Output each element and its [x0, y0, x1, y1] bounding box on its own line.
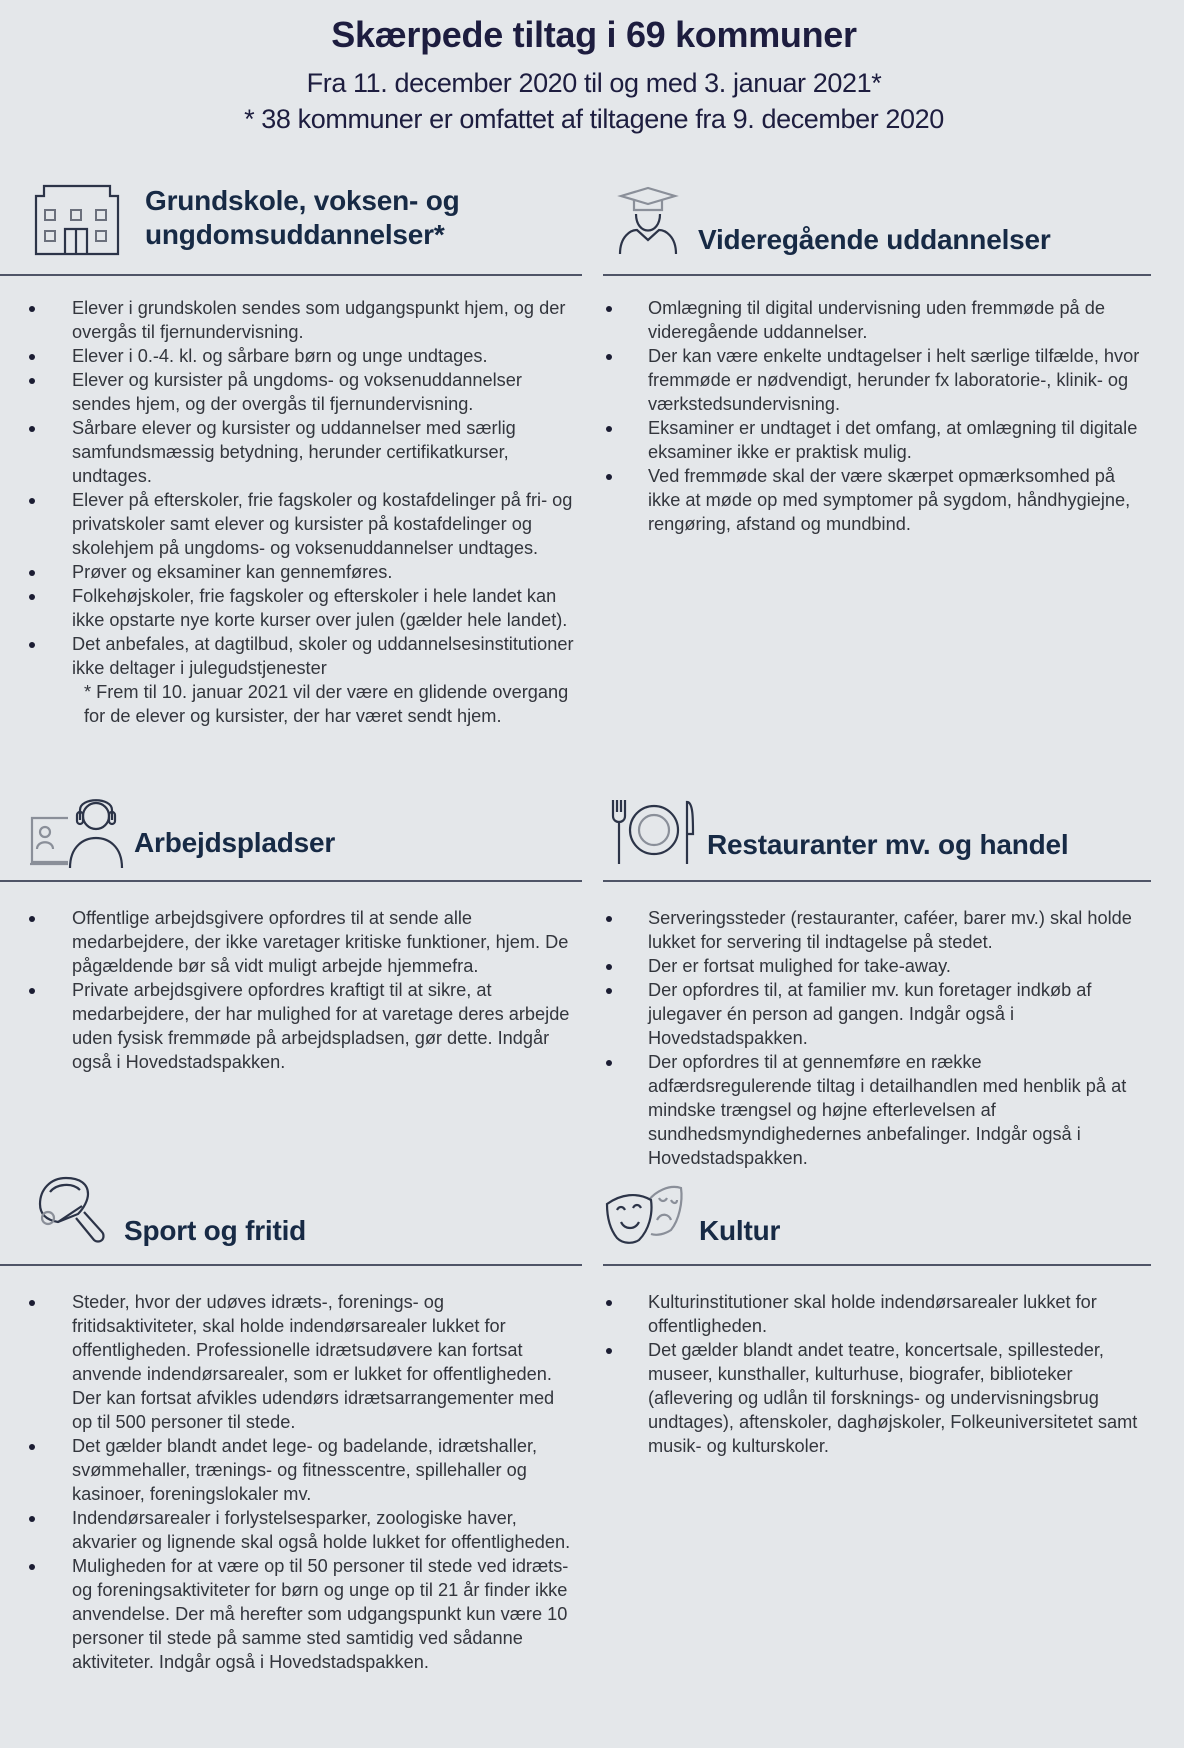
- bullet-icon: [606, 1348, 612, 1354]
- list-item: Det gælder blandt andet teatre, koncertsale, spillesteder, museer, kunsthaller, kulturhuse, biografer, biblioteker (aflevering og udlån til forsknings- og undervisningsbrug undtages), aftenskoler, daghøjskoler, Folkeuniversitetet samt musik- og kulturskoler.: [603, 1338, 1151, 1458]
- section-header: [603, 1168, 1151, 1266]
- bullet-icon: [29, 498, 35, 504]
- bullet-icon: [606, 1060, 612, 1066]
- bullet-icon: [606, 1300, 612, 1306]
- bullet-icon: [29, 1300, 35, 1306]
- list-item: Eksaminer er undtaget i det omfang, at omlægning til digitale eksaminer ikke er praktisk mulig.: [603, 416, 1151, 464]
- section-divider: [603, 274, 1151, 276]
- school-building-icon: [34, 184, 120, 256]
- section-divider: [603, 1264, 1151, 1266]
- list-item: Muligheden for at være op til 50 personer til stede ved idræts- og foreningsaktiviteter for børn og unge op til 21 år finder ikke anvendelse. Der må herefter som udgangspunkt kun være 10 personer til stede på samme sted samtidig ved sådanne aktiviteter. Indgår også i Hovedstadspakken.: [0, 1554, 582, 1674]
- bullet-list: [0, 1290, 582, 1674]
- list-item: Prøver og eksaminer kan gennemføres.: [0, 560, 582, 584]
- section-restauranter: [603, 786, 1151, 1170]
- list-item: Ved fremmøde skal der være skærpet opmærksomhed på ikke at møde op med symptomer på sygdom, håndhygiejne, rengøring, afstand og mundbind.: [603, 464, 1151, 536]
- section-title: Sport og fritid: [124, 1215, 307, 1246]
- bullet-list: [0, 296, 582, 680]
- bullet-icon: [606, 354, 612, 360]
- bullet-icon: [606, 426, 612, 432]
- section-sport: [0, 1168, 582, 1674]
- section-kultur: [603, 1168, 1151, 1458]
- list-item: Der opfordres til, at familier mv. kun foretager indkøb af julegaver én person ad gangen. Indgår også i Hovedstadspakken.: [603, 978, 1151, 1050]
- header-footnote: * 38 kommuner er omfattet af tiltagene fra 9. december 2020: [244, 104, 944, 134]
- bullet-icon: [29, 306, 35, 312]
- page-title: Skærpede tiltag i 69 kommuner: [331, 14, 857, 55]
- section-arbejdspladser: [0, 786, 582, 1074]
- bullet-list: [603, 296, 1151, 536]
- list-item: Det gælder blandt andet lege- og badelande, idrætshaller, svømmehaller, trænings- og fitnesscentre, spillehaller og kasinoer, foreningslokaler mv.: [0, 1434, 582, 1506]
- plate-cutlery-icon: [609, 798, 695, 868]
- list-item: Private arbejdsgivere opfordres kraftigt til at sikre, at medarbejdere, der har mulighed for at varetage deres arbejde uden fysisk fremmøde på arbejdspladsen, gør dette. Indgår også i Hovedstadspakken.: [0, 978, 582, 1074]
- bullet-icon: [29, 570, 35, 576]
- bullet-list: [0, 906, 582, 1074]
- list-item: Steder, hvor der udøves idræts-, forenings- og fritidsaktiviteter, skal holde indendørsarealer lukket for offentligheden. Professionelle idrætsudøvere kan fortsat anvende indendørsarealer, som er lukket for offentligheden. Der kan fortsat afvikles udendørs idrætsarrangementer med op til 500 personer til stede.: [0, 1290, 582, 1434]
- bullet-icon: [29, 1444, 35, 1450]
- list-item: Elever på efterskoler, frie fagskoler og kostafdelinger på fri- og privatskoler samt elever og kursister på kostafdelinger og skolehjem på ungdoms- og voksenuddannelser undtages.: [0, 488, 582, 560]
- list-item: Serveringssteder (restauranter, caféer, barer mv.) skal holde lukket for servering til indtagelse på stedet.: [603, 906, 1151, 954]
- bullet-icon: [29, 594, 35, 600]
- bullet-icon: [29, 642, 35, 648]
- bullet-list: [603, 1290, 1151, 1458]
- section-divider: [0, 274, 582, 276]
- section-title-line: ungdomsuddannelser*: [145, 219, 445, 250]
- list-item: Kulturinstitutioner skal holde indendørsarealer lukket for offentligheden.: [603, 1290, 1151, 1338]
- list-item: Elever i 0.-4. kl. og sårbare børn og unge undtages.: [0, 344, 582, 368]
- bullet-icon: [606, 306, 612, 312]
- list-item: Der opfordres til at gennemføre en række adfærdsregulerende tiltag i detailhandlen med henblik på at mindske trængsel og højne efterlevelsen af sundhedsmyndighedernes anbefalinger. Indgår også i Hovedstadspakken.: [603, 1050, 1151, 1170]
- graduate-icon: [617, 184, 679, 256]
- list-item: Der er fortsat mulighed for take-away.: [603, 954, 1151, 978]
- section-title: Arbejdspladser: [134, 827, 336, 858]
- bullet-icon: [29, 988, 35, 994]
- section-title: Videregående uddannelser: [698, 224, 1051, 255]
- section-footnote: * Frem til 10. januar 2021 vil der være en glidende overgang for de elever og kursister, der har været sendt hjem.: [84, 682, 569, 726]
- section-videregaaende: [603, 178, 1151, 536]
- section-header: [603, 178, 1151, 276]
- bullet-icon: [606, 964, 612, 970]
- bullet-icon: [606, 474, 612, 480]
- bullet-icon: [29, 916, 35, 922]
- table-tennis-icon: [38, 1174, 114, 1246]
- section-title: Restauranter mv. og handel: [707, 829, 1069, 860]
- section-grundskole: [0, 178, 582, 728]
- section-header: [0, 786, 582, 882]
- section-title: Kultur: [699, 1215, 781, 1246]
- bullet-icon: [29, 378, 35, 384]
- section-title-line: Grundskole, voksen- og: [145, 185, 460, 216]
- bullet-icon: [606, 916, 612, 922]
- section-header: [603, 786, 1151, 882]
- section-divider: [0, 1264, 582, 1266]
- list-item: Indendørsarealer i forlystelsesparker, zoologiske haver, akvarier og lignende skal også holde lukket for offentligheden.: [0, 1506, 582, 1554]
- list-item: Omlægning til digital undervisning uden fremmøde på de videregående uddannelser.: [603, 296, 1151, 344]
- section-divider: [603, 880, 1151, 882]
- bullet-icon: [29, 1516, 35, 1522]
- remote-worker-icon: [28, 794, 128, 872]
- date-range: Fra 11. december 2020 til og med 3. januar 2021*: [306, 68, 882, 98]
- bullet-icon: [29, 1564, 35, 1570]
- list-item: Der kan være enkelte undtagelser i helt særlige tilfælde, hvor fremmøde er nødvendigt, herunder fx laboratorie-, klinik- og værkstedsundervisning.: [603, 344, 1151, 416]
- list-item: Folkehøjskoler, frie fagskoler og efterskoler i hele landet kan ikke opstarte nye korte kurser over julen (gælder hele landet).: [0, 584, 582, 632]
- section-header: [0, 178, 582, 276]
- theater-masks-icon: [605, 1178, 687, 1246]
- list-item: Elever i grundskolen sendes som udgangspunkt hjem, og der overgås til fjernundervisning.: [0, 296, 582, 344]
- list-item: Det anbefales, at dagtilbud, skoler og uddannelsesinstitutioner ikke deltager i julegudstjenester: [0, 632, 582, 680]
- list-item: Sårbare elever og kursister og uddannelser med særlig samfundsmæssig betydning, herunder certifikatkurser, undtages.: [0, 416, 582, 488]
- bullet-list: [603, 906, 1151, 1170]
- section-header: [0, 1168, 582, 1266]
- bullet-icon: [606, 988, 612, 994]
- section-divider: [0, 880, 582, 882]
- bullet-icon: [29, 354, 35, 360]
- list-item: Elever og kursister på ungdoms- og voksenuddannelser sendes hjem, og der overgås til fjernundervisning.: [0, 368, 582, 416]
- list-item: Offentlige arbejdsgivere opfordres til at sende alle medarbejdere, der ikke varetager kritiske funktioner, hjem. De pågældende bør så vidt muligt arbejde hjemmefra.: [0, 906, 582, 978]
- bullet-icon: [29, 426, 35, 432]
- section-title: [145, 184, 460, 252]
